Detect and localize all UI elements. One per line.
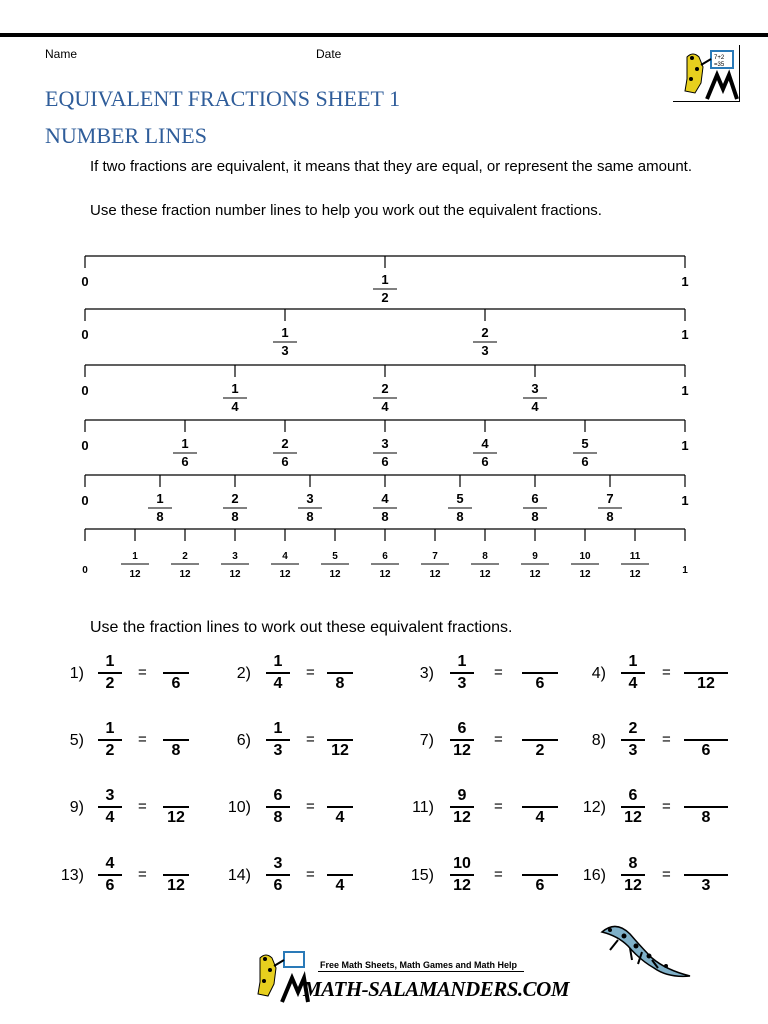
question-number: 13) [60,867,84,884]
equals-sign: = [306,731,315,748]
answer-denominator: 12 [167,877,185,894]
fraction-denominator: 8 [456,509,464,524]
question-number: 8) [591,732,606,749]
fraction-denominator: 12 [429,569,441,580]
fraction-denominator: 4 [231,399,239,414]
question-numerator: 1 [273,720,283,737]
answer-denominator: 6 [171,675,181,692]
intro-line-2: Use these fraction number lines to help you work out the equivalent fractions. [90,202,602,219]
number-line-end-label: 1 [682,565,688,576]
question-number: 15) [410,867,434,884]
question-denominator: 3 [457,675,467,692]
fraction-denominator: 12 [279,569,291,580]
question-fraction [95,719,125,761]
answer-numerator-blank[interactable] [163,719,189,739]
answer-numerator-blank[interactable] [684,786,728,806]
fraction-numerator: 2 [381,381,389,396]
fraction-numerator: 8 [482,551,488,562]
board-text-2: =35 [714,62,725,68]
salamander-icon [594,918,706,988]
answer-denominator: 3 [701,877,711,894]
fraction-numerator: 9 [532,551,538,562]
answer-denominator: 4 [335,809,345,826]
questions-intro: Use the fraction lines to work out these equivalent fractions. [90,619,513,636]
question-fraction [95,786,125,828]
question-numerator: 8 [628,855,638,872]
question-numerator: 10 [453,855,471,872]
fraction-numerator: 2 [481,325,489,340]
fraction-numerator: 1 [132,551,138,562]
fraction-numerator: 1 [231,381,239,396]
equals-sign: = [306,798,315,815]
answer-denominator: 4 [535,809,545,826]
question-fraction [618,652,648,694]
question-number: 14) [227,867,251,884]
equals-sign: = [138,664,147,681]
fraction-numerator: 5 [456,491,464,506]
answer-fraction[interactable] [522,719,558,761]
fraction-denominator: 8 [306,509,314,524]
question-fraction [447,652,477,694]
fraction-numerator: 7 [606,491,614,506]
question-fraction [618,719,648,761]
question-denominator: 4 [273,675,283,692]
question-number: 5) [69,732,84,749]
question-numerator: 4 [105,855,115,872]
number-line-start-label: 0 [81,493,89,508]
fraction-denominator: 6 [581,454,589,469]
page-subtitle: NUMBER LINES [45,123,207,148]
equals-sign: = [662,798,671,815]
number-line-end-label: 1 [681,383,689,398]
fraction-numerator: 3 [306,491,314,506]
answer-numerator-blank[interactable] [163,854,189,874]
question-denominator: 3 [273,742,283,759]
fraction-denominator: 12 [529,569,541,580]
question-number: 12) [582,799,606,816]
equals-sign: = [662,866,671,883]
question-number: 4) [591,665,606,682]
equals-sign: = [494,798,503,815]
answer-fraction[interactable] [327,786,353,828]
number-line-end-label: 1 [681,274,689,289]
footer-site-name: MATH-SALAMANDERS.COM [303,977,569,1001]
answer-numerator-blank[interactable] [327,786,353,806]
question-denominator: 12 [453,809,471,826]
number-line-end-label: 1 [681,493,689,508]
answer-fraction[interactable] [163,652,189,694]
fraction-numerator: 2 [231,491,239,506]
intro-line-1: If two fractions are equivalent, it means that they are equal, or represent the same amount. [90,158,692,175]
answer-denominator: 2 [535,742,545,759]
fraction-denominator: 8 [606,509,614,524]
question-fraction [95,854,125,896]
fraction-denominator: 6 [381,454,389,469]
fraction-denominator: 12 [479,569,491,580]
question-denominator: 2 [105,675,115,692]
answer-numerator-blank[interactable] [684,652,728,672]
fraction-numerator: 10 [579,551,591,562]
answer-fraction[interactable] [163,854,189,896]
answer-numerator-blank[interactable] [327,719,353,739]
question-fraction [618,786,648,828]
question-numerator: 9 [457,787,467,804]
answer-denominator: 8 [335,675,345,692]
fraction-denominator: 12 [629,569,641,580]
question-number: 7) [419,732,434,749]
fraction-number-lines [0,250,768,590]
footer-rule [318,971,524,972]
answer-numerator-blank[interactable] [163,652,189,672]
question-number: 10) [227,799,251,816]
number-line-start-label: 0 [81,383,89,398]
answer-fraction[interactable] [163,786,189,828]
answer-denominator: 12 [331,742,349,759]
answer-denominator: 12 [167,809,185,826]
number-line-start-label: 0 [81,274,89,289]
fraction-denominator: 2 [381,290,389,305]
fraction-numerator: 4 [381,491,389,506]
question-numerator: 6 [457,720,467,737]
fraction-numerator: 1 [381,272,389,287]
fraction-denominator: 12 [579,569,591,580]
fraction-numerator: 6 [382,551,388,562]
question-denominator: 12 [624,809,642,826]
fraction-numerator: 3 [531,381,539,396]
fraction-numerator: 5 [332,551,338,562]
answer-denominator: 8 [171,742,181,759]
answer-numerator-blank[interactable] [522,786,558,806]
equals-sign: = [662,731,671,748]
number-line-start-label: 0 [81,438,89,453]
answer-numerator-blank[interactable] [327,854,353,874]
answer-numerator-blank[interactable] [327,652,353,672]
question-number: 6) [236,732,251,749]
question-fraction [95,652,125,694]
fraction-numerator: 4 [481,436,489,451]
equals-sign: = [306,664,315,681]
answer-numerator-blank[interactable] [684,854,728,874]
question-fraction [447,786,477,828]
question-denominator: 12 [453,742,471,759]
question-fraction [263,652,293,694]
footer-logo-icon [250,948,310,1004]
answer-fraction[interactable] [684,854,728,896]
answer-fraction[interactable] [684,652,728,694]
fraction-denominator: 8 [156,509,164,524]
question-denominator: 8 [273,809,283,826]
equals-sign: = [138,798,147,815]
fraction-numerator: 4 [282,551,288,562]
answer-denominator: 6 [535,877,545,894]
answer-numerator-blank[interactable] [522,854,558,874]
fraction-numerator: 1 [156,491,164,506]
question-number: 2) [236,665,251,682]
top-rule [0,33,768,37]
answer-numerator-blank[interactable] [522,652,558,672]
salamander-teacher-icon [673,45,739,101]
fraction-denominator: 6 [181,454,189,469]
answer-fraction[interactable] [684,786,728,828]
equals-sign: = [494,866,503,883]
question-number: 3) [419,665,434,682]
number-line-start-label: 0 [82,565,88,576]
question-denominator: 6 [273,877,283,894]
date-label: Date [316,47,342,61]
question-fraction [263,854,293,896]
question-numerator: 6 [628,787,638,804]
name-label: Name [45,47,78,61]
fraction-denominator: 12 [179,569,191,580]
logo [673,45,740,102]
question-denominator: 3 [628,742,638,759]
answer-fraction[interactable] [522,652,558,694]
fraction-denominator: 12 [379,569,391,580]
question-numerator: 1 [105,720,115,737]
answer-fraction[interactable] [327,652,353,694]
answer-denominator: 6 [535,675,545,692]
fraction-denominator: 8 [381,509,389,524]
equals-sign: = [662,664,671,681]
equals-sign: = [494,664,503,681]
answer-denominator: 8 [701,809,711,826]
question-number: 16) [582,867,606,884]
question-fraction [618,854,648,896]
question-number: 1) [69,665,84,682]
fraction-numerator: 5 [581,436,589,451]
question-denominator: 6 [105,877,115,894]
fraction-denominator: 12 [129,569,141,580]
question-numerator: 1 [457,653,467,670]
question-denominator: 12 [453,877,471,894]
fraction-denominator: 12 [329,569,341,580]
answer-fraction[interactable] [327,719,353,761]
fraction-denominator: 3 [481,343,489,358]
fraction-denominator: 6 [281,454,289,469]
fraction-numerator: 3 [381,436,389,451]
equals-sign: = [138,866,147,883]
page-title: EQUIVALENT FRACTIONS SHEET 1 [45,86,401,111]
answer-fraction[interactable] [522,854,558,896]
fraction-denominator: 8 [531,509,539,524]
number-line-start-label: 0 [81,327,89,342]
fraction-denominator: 8 [231,509,239,524]
footer-tagline: Free Math Sheets, Math Games and Math Help [320,960,518,970]
question-fraction [447,854,477,896]
question-numerator: 3 [273,855,283,872]
question-denominator: 2 [105,742,115,759]
equals-sign: = [306,866,315,883]
question-denominator: 4 [628,675,638,692]
fraction-denominator: 4 [531,399,539,414]
fraction-numerator: 3 [232,551,238,562]
fraction-numerator: 1 [181,436,189,451]
equals-sign: = [494,731,503,748]
question-denominator: 4 [105,809,115,826]
fraction-denominator: 4 [381,399,389,414]
question-numerator: 1 [273,653,283,670]
board-text-1: 7+2 [714,55,725,61]
question-denominator: 12 [624,877,642,894]
fraction-numerator: 11 [629,551,641,562]
fraction-numerator: 1 [281,325,289,340]
answer-denominator: 6 [701,742,711,759]
answer-denominator: 12 [697,675,715,692]
fraction-numerator: 2 [182,551,188,562]
answer-fraction[interactable] [163,719,189,761]
question-numerator: 3 [105,787,115,804]
question-numerator: 1 [105,653,115,670]
equals-sign: = [138,731,147,748]
question-fraction [447,719,477,761]
answer-numerator-blank[interactable] [522,719,558,739]
number-line-end-label: 1 [681,438,689,453]
fraction-denominator: 6 [481,454,489,469]
answer-fraction[interactable] [522,786,558,828]
question-fraction [263,786,293,828]
question-fraction [263,719,293,761]
answer-numerator-blank[interactable] [163,786,189,806]
question-number: 9) [69,799,84,816]
fraction-denominator: 3 [281,343,289,358]
fraction-numerator: 7 [432,551,438,562]
fraction-numerator: 2 [281,436,289,451]
answer-fraction[interactable] [327,854,353,896]
question-number: 11) [412,799,434,816]
question-numerator: 1 [628,653,638,670]
answer-numerator-blank[interactable] [684,719,728,739]
number-line-end-label: 1 [681,327,689,342]
question-numerator: 6 [273,787,283,804]
answer-fraction[interactable] [684,719,728,761]
fraction-numerator: 6 [531,491,539,506]
answer-denominator: 4 [335,877,345,894]
question-numerator: 2 [628,720,638,737]
fraction-denominator: 12 [229,569,241,580]
